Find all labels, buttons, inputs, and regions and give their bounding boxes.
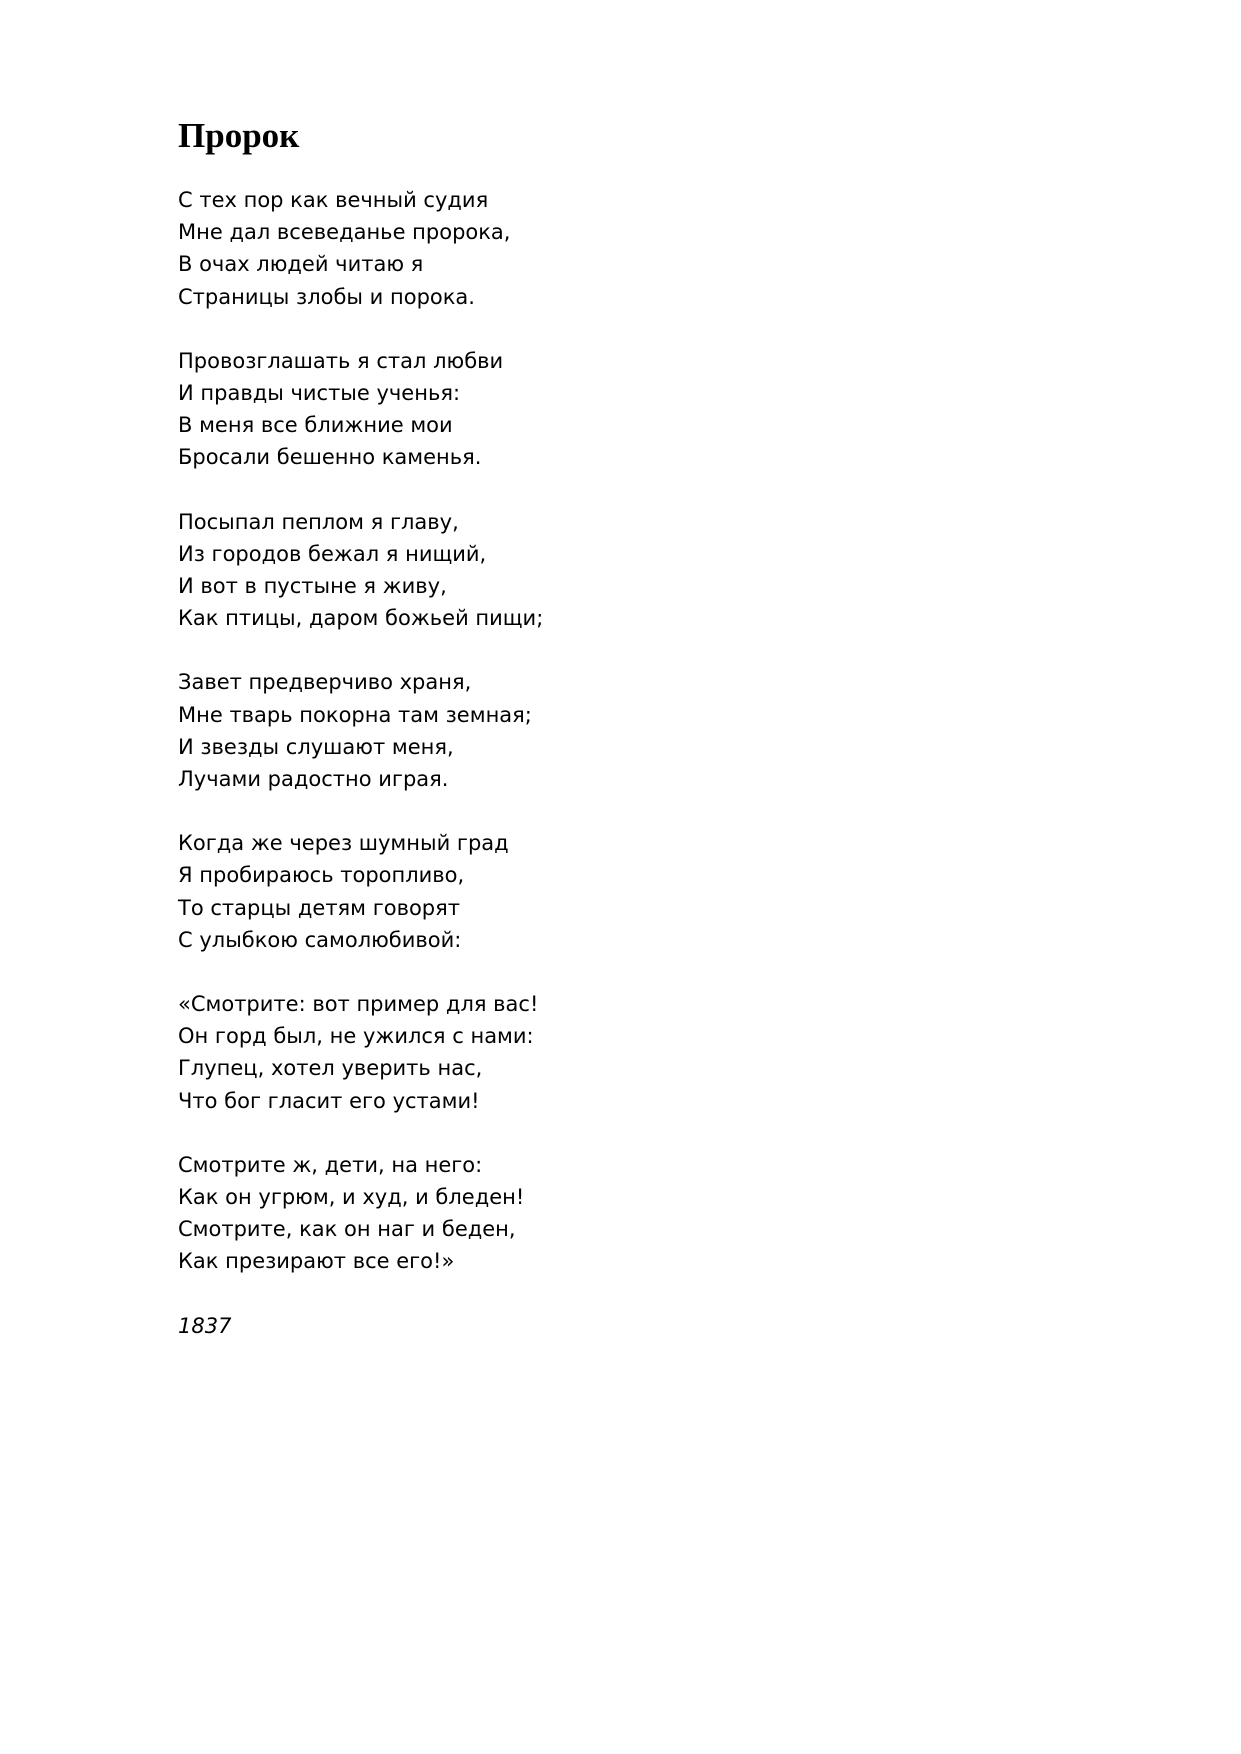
poem-line: Мне тварь покорна там земная; [178, 702, 532, 727]
poem-title: Пророк [178, 116, 300, 155]
stanza-7 [178, 1149, 543, 1278]
poem-date: 1837 [178, 1313, 232, 1338]
poem-line: И вот в пустыне я живу, [178, 574, 447, 599]
poem-line: Я пробираюсь торопливо, [178, 863, 465, 888]
poem-line: Мне дал всеведанье пророка, [178, 220, 511, 245]
stanza-1 [178, 184, 543, 313]
stanza-2 [178, 345, 543, 474]
poem-line: Провозглашать я стал любви [178, 348, 504, 373]
poem-line: С улыбкою самолюбивой: [178, 927, 462, 952]
stanza-5 [178, 827, 543, 956]
poem-body [178, 184, 543, 1342]
poem-line: Что бог гласит его устами! [178, 1088, 480, 1113]
poem-line: С тех пор как вечный судия [178, 188, 489, 212]
poem-line: То старцы детям говорят [178, 895, 461, 920]
poem-line: Посыпал пеплом я главу, [178, 509, 459, 534]
poem-line: Глупец, хотел уверить нас, [178, 1056, 483, 1081]
stanza-3 [178, 506, 543, 635]
poem-line: В очах людей читаю я [178, 252, 424, 277]
poem-line: Он горд был, не ужился с нами: [178, 1024, 534, 1049]
poem-line: Смотрите ж, дети, на него: [178, 1152, 483, 1177]
poem-line: Из городов бежал я нищий, [178, 541, 487, 566]
poem-line: Бросали бешенно каменья. [178, 445, 482, 470]
poem-line: В меня все ближние мои [178, 413, 453, 438]
poem-line: Как он угрюм, и худ, и бледен! [178, 1185, 525, 1210]
stanza-6 [178, 988, 543, 1117]
poem-line: И правды чистые ученья: [178, 381, 461, 406]
poem-line: Как птицы, даром божьей пищи; [178, 606, 544, 631]
poem-line: Как презирают все его!» [178, 1249, 455, 1274]
poem-line: Смотрите, как он наг и беден, [178, 1217, 516, 1242]
poem-line: «Смотрите: вот пример для вас! [178, 992, 539, 1017]
poem-line: Лучами радостно играя. [178, 767, 449, 792]
stanza-4 [178, 666, 543, 795]
poem-line: Завет предверчиво храня, [178, 670, 472, 695]
poem-line: И звезды слушают меня, [178, 734, 454, 759]
poem-line: Страницы злобы и порока. [178, 284, 475, 309]
poem-line: Когда же через шумный град [178, 831, 509, 856]
